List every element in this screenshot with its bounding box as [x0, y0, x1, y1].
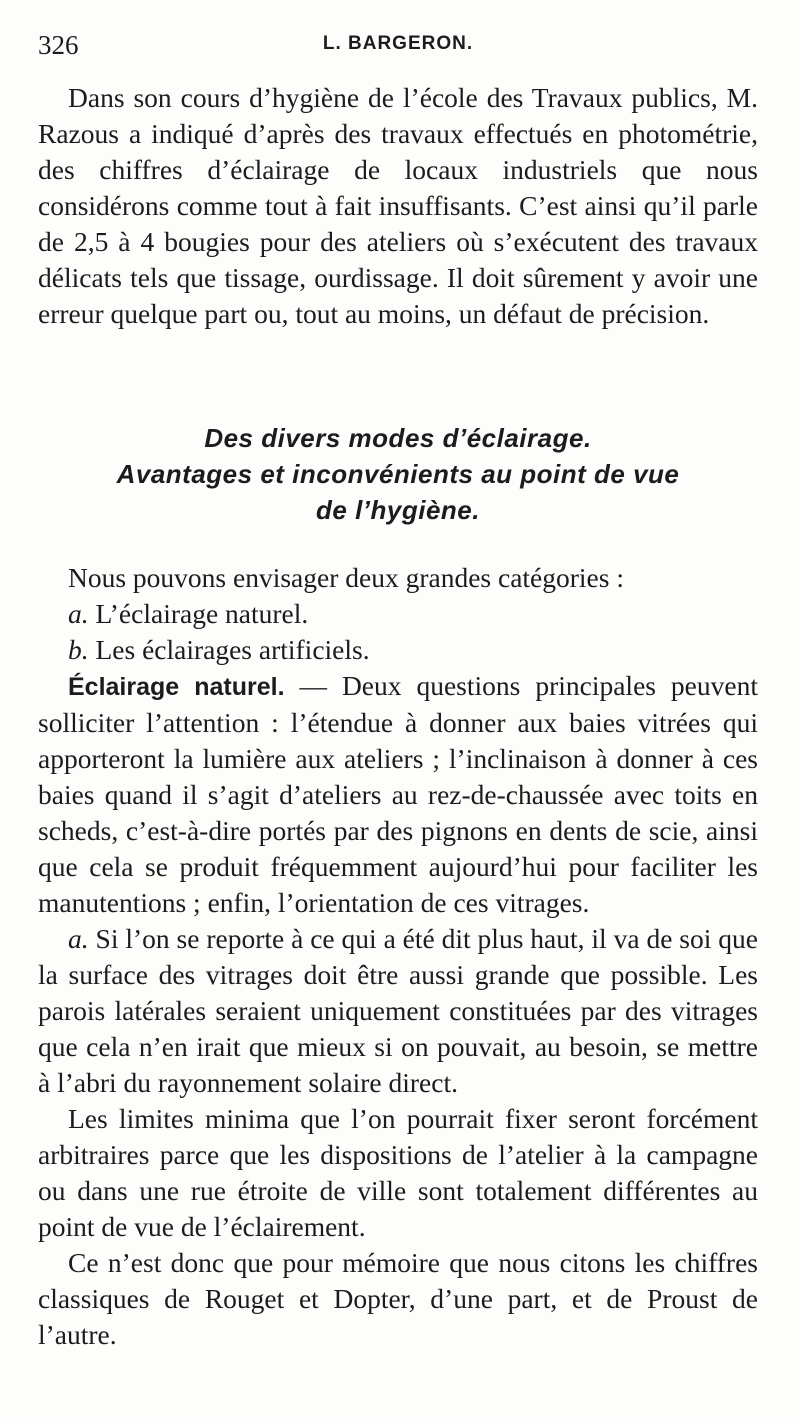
category-item-b [38, 632, 758, 668]
section-title-line-1: Des divers modes d’éclairage. [204, 423, 592, 453]
category-letter: b. [68, 634, 89, 665]
categories-intro: Nous pouvons envisager deux grandes catégories : [68, 562, 624, 593]
natural-lighting-heading: Éclairage naturel. [68, 673, 285, 701]
section-title-line-2: Avantages et inconvénients au point de vue [116, 459, 680, 489]
body-section [38, 668, 758, 1353]
paragraph-a-letter: a. [68, 923, 89, 954]
paragraph-a-text: Si l’on se reporte à ce qui a été dit plus haut, il va de soi que la surface des vitrages doit être aussi grande que possible. Les parois latérales seraient uniquement constituées par des vitrages que cela n’en irait que mieux si on pouvait, au besoin, se mettre à l’abri du rayonnement solaire direct. [38, 923, 758, 1098]
section-title-line-3: de l’hygiène. [316, 495, 480, 525]
running-head: L. BARGERON. [322, 33, 474, 54]
page-header [38, 30, 758, 66]
section-title [38, 420, 758, 528]
category-letter: a. [68, 598, 89, 629]
paragraph-memo: Ce n’est donc que pour mémoire que nous citons les chiffres classiques de Rouget et Dopter, d’une part, et de Proust de l’autre. [38, 1247, 758, 1350]
page-number: 326 [38, 30, 79, 60]
paragraph-limits: Les limites minima que l’on pourrait fixer seront forcément arbitraires parce que les dispositions de l’atelier à la campagne ou dans une rue étroite de ville sont totalement différentes au point de vue de l’éclairement. [38, 1103, 758, 1242]
paragraph-a [38, 921, 758, 1101]
category-text: L’éclairage naturel. [95, 598, 309, 629]
categories-list [38, 560, 758, 668]
paragraph-1-text: Dans son cours d’hygiène de l’école des Travaux publics, M. Razous a indiqué d’après des travaux effectués en photométrie, des chiffres d’éclairage de locaux industriels que nous considérons comme tout à fait insuffisants. C’est ainsi qu’il parle de 2,5 à 4 bougies pour des ateliers où s’exécutent des travaux délicats tels que tissage, ourdissage. Il doit sûrement y avoir une erreur quelque part ou, tout au moins, un défaut de précision. [38, 82, 758, 329]
category-text: Les éclairages artificiels. [95, 634, 370, 665]
natural-lighting-text: — Deux questions principales peuvent solliciter l’attention : l’étendue à donner aux baies vitrées qui apporteront la lumière aux ateliers ; l’inclinaison à donner à ces baies quand il s’agit d’ateliers au rez-de-chaussée avec toits en scheds, c’est-à-dire portés par des pignons en dents de scie, ainsi que cela se produit fréquemment aujourd’hui pour faciliter les manutentions ; enfin, l’orientation de ces vitrages. [38, 670, 758, 918]
natural-lighting-paragraph [38, 668, 758, 921]
paragraph-1 [38, 80, 758, 332]
category-item-a [38, 596, 758, 632]
